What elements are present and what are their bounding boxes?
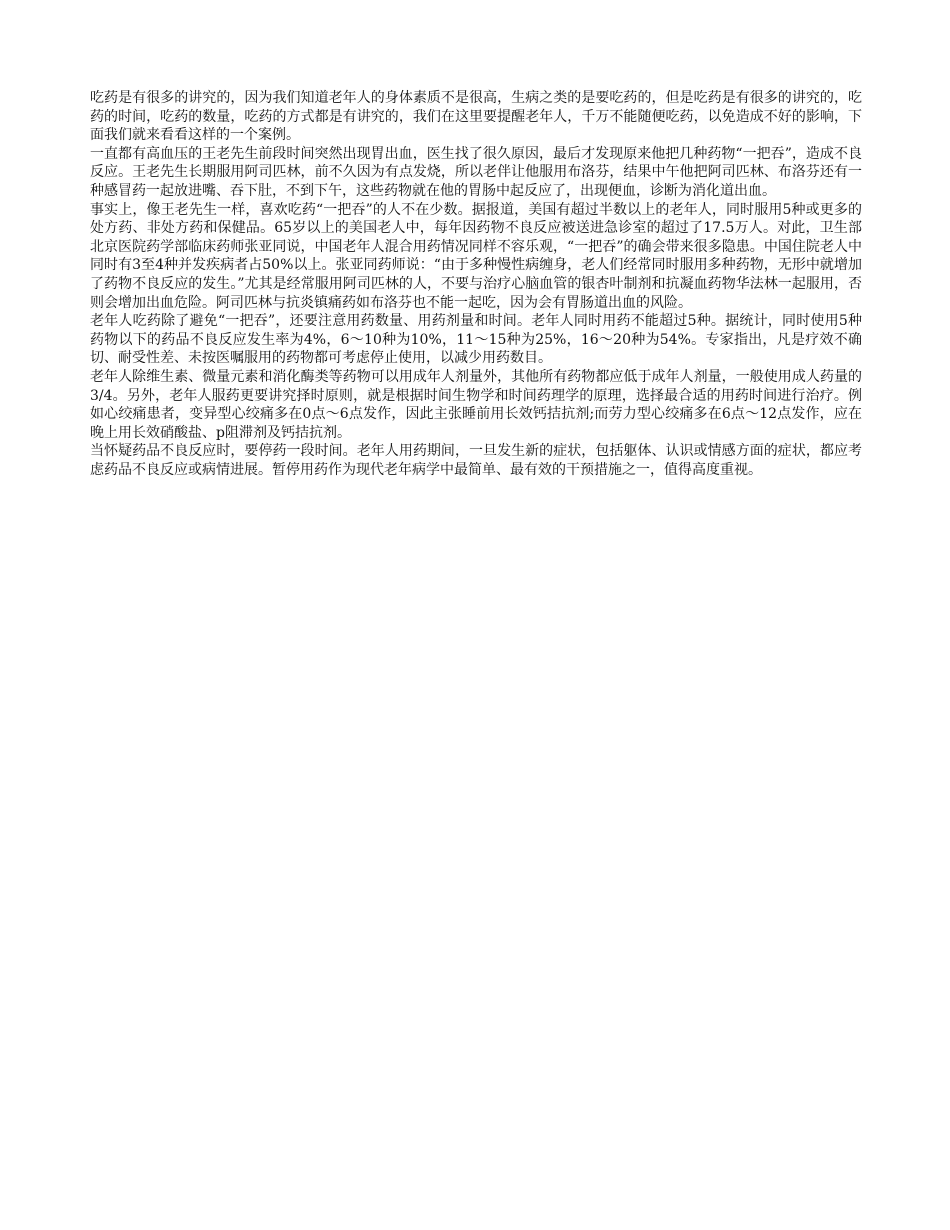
document-body — [90, 89, 862, 479]
paragraph-case: 一直都有高血压的王老先生前段时间突然出现胃出血，医生找了很久原因，最后才发现原来他把几种药物“一把吞”，造成不良反应。王老先生长期服用阿司匹林，前不久因为有点发烧，所以老伴让他服用布洛芬，结果中午他把阿司匹林、布洛芬还有一种感冒药一起放进嘴、吞下肚，不到下午，这些药物就在他的胃肠中起反应了，出现便血，诊断为消化道出血。 — [90, 145, 862, 199]
paragraph-intro: 吃药是有很多的讲究的，因为我们知道老年人的身体素质不是很高，生病之类的是要吃药的，但是吃药是有很多的讲究的，吃药的时间，吃药的数量，吃药的方式都是有讲究的，我们在这里要提醒老年人，千万不能随便吃药，以免造成不好的影响，下面我们就来看看这样的一个案例。 — [90, 90, 862, 144]
paragraph-adverse-reaction: 当怀疑药品不良反应时，要停药一段时间。老年人用药期间，一旦发生新的症状，包括躯体、认识或情感方面的症状，都应考虑药品不良反应或病情进展。暂停用药作为现代老年病学中最简单、最有效的干预措施之一，值得高度重视。 — [90, 443, 862, 478]
paragraph-dosage-timing: 老年人除维生素、微量元素和消化酶类等药物可以用成年人剂量外，其他所有药物都应低于成年人剂量，一般使用成人药量的3/4。另外，老年人服药更要讲究择时原则，就是根据时间生物学和时间药理学的原理，选择最合适的用药时间进行治疗。例如心绞痛患者，变异型心绞痛多在0点～6点发作，因此主张睡前用长效钙拮抗剂;而劳力型心绞痛多在6点～12点发作，应在晚上用长效硝酸盐、p阻滞剂及钙拮抗剂。 — [90, 368, 862, 441]
paragraph-facts: 事实上，像王老先生一样，喜欢吃药“一把吞”的人不在少数。据报道，美国有超过半数以上的老年人，同时服用5种或更多的处方药、非处方药和保健品。65岁以上的美国老人中，每年因药物不良反应被送进急诊室的超过了17.5万人。对此，卫生部北京医院药学部临床药师张亚同说，中国老年人混合用药情况同样不容乐观，“一把吞”的确会带来很多隐患。中国住院老人中同时有3至4种并发疾病者占50%以上。张亚同药师说：“由于多种慢性病缠身，老人们经常同时服用多种药物，无形中就增加了药物不良反应的发生。”尤其是经常服用阿司匹林的人，不要与治疗心脑血管的银杏叶制剂和抗凝血药物华法林一起服用，否则会增加出血危险。阿司匹林与抗炎镇痛药如布洛芬也不能一起吃，因为会有胃肠道出血的风险。 — [90, 201, 862, 311]
paragraph-quantity: 老年人吃药除了避免“一把吞”，还要注意用药数量、用药剂量和时间。老年人同时用药不能超过5种。据统计，同时使用5种药物以下的药品不良反应发生率为4%，6～10种为10%，11～15种为25%，16～20种为54%。专家指出，凡是疗效不确切、耐受性差、未按医嘱服用的药物都可考虑停止使用，以减少用药数目。 — [90, 313, 862, 367]
